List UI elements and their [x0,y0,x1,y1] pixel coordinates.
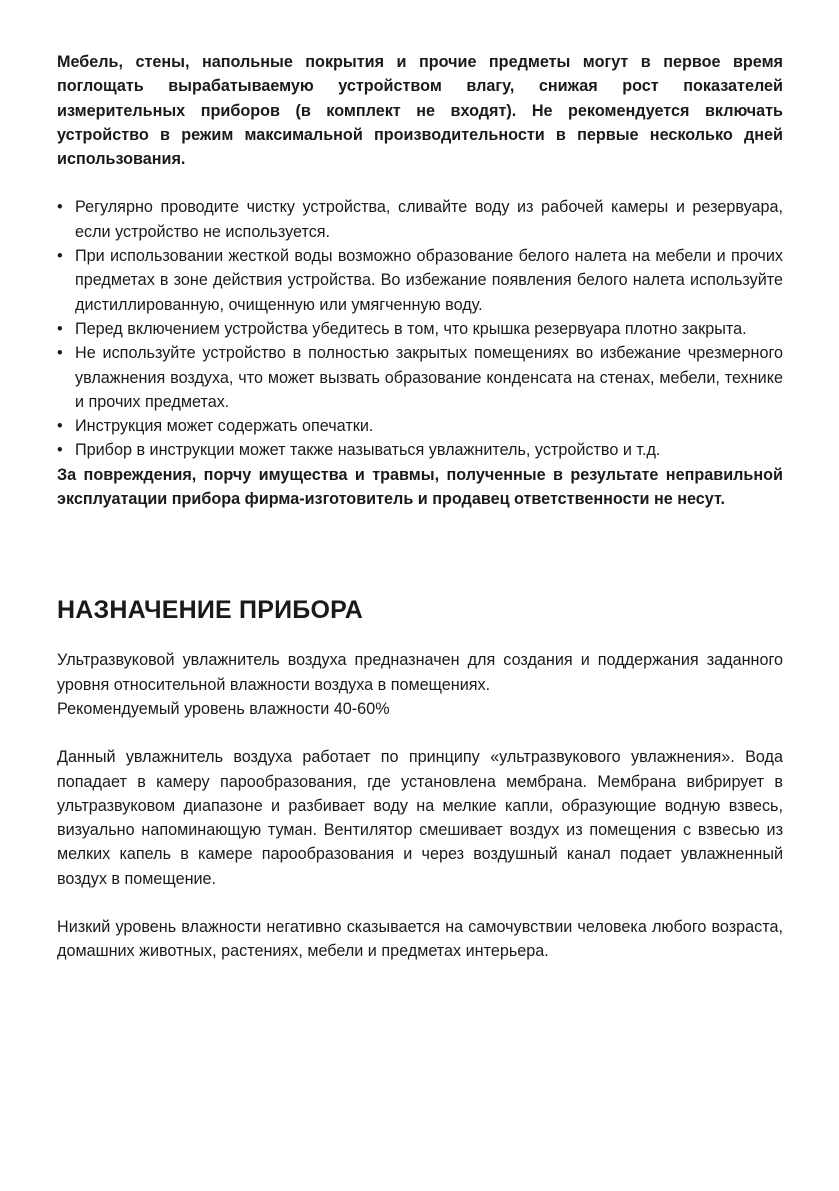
section-heading: НАЗНАЧЕНИЕ ПРИБОРА [57,596,364,625]
list-item: • При использовании жесткой воды возможно образование белого налета на мебели и прочих предметах в зоне действия устройства. Во избежание появления белого налета используйте дистиллированную, очищенную или умягченную воду. [57,244,783,317]
purpose-paragraph: Ультразвуковой увлажнитель воздуха предназначен для создания и поддержания заданного уровня относительной влажности воздуха в помещениях. [57,651,783,694]
list-item: • Не используйте устройство в полностью закрытых помещениях во избежание чрезмерного увлажнения воздуха, что может вызвать образование конденсата на стенах, мебели, технике и прочих предметах. [57,341,783,414]
recommended-humidity: Рекомендуемый уровень влажности 40-60% [57,699,390,718]
purpose-section [57,595,783,963]
principle-paragraph: Данный увлажнитель воздуха работает по принципу «ультразвукового увлажнения». Вода попадает в камеру парообразования, где установлена мембрана. Мембрана вибрирует в ультразвуковом диапазоне и разбивает воду на мелкие капли, образующие водную взвесь, визуально напоминающую туман. Вентилятор смешивает воздух из помещения с взвесью из мелких капель в камере парообразования и через воздушный канал подает увлажненный воздух в помещение. [57,748,783,888]
list-item: • Регулярно проводите чистку устройства, сливайте воду из рабочей камеры и резервуара, если устройство не используется. [57,195,783,244]
intro-warning: Мебель, стены, напольные покрытия и прочие предметы могут в первое время поглощать вырабатываемую устройством влагу, снижая рост показателей измерительных приборов (в комплект не входят). Не рекомендуется включать устройство в режим максимальной производительности в первые несколько дней использования. [57,53,783,169]
low-humidity-paragraph: Низкий уровень влажности негативно сказывается на самочувствии человека любого возраста, домашних животных, растениях, мебели и предметах интерьера. [57,918,783,961]
list-item: • Инструкция может содержать опечатки. [57,414,783,438]
liability-notice: За повреждения, порчу имущества и травмы, полученные в результате неправильной эксплуатации прибора фирма-изготовитель и продавец ответственности не несут. [57,465,783,509]
care-instructions-list [57,195,783,462]
list-item: • Прибор в инструкции может также называться увлажнитель, устройство и т.д. [57,438,783,462]
document-page [57,50,783,964]
list-item: • Перед включением устройства убедитесь в том, что крышка резервуара плотно закрыта. [57,317,783,341]
